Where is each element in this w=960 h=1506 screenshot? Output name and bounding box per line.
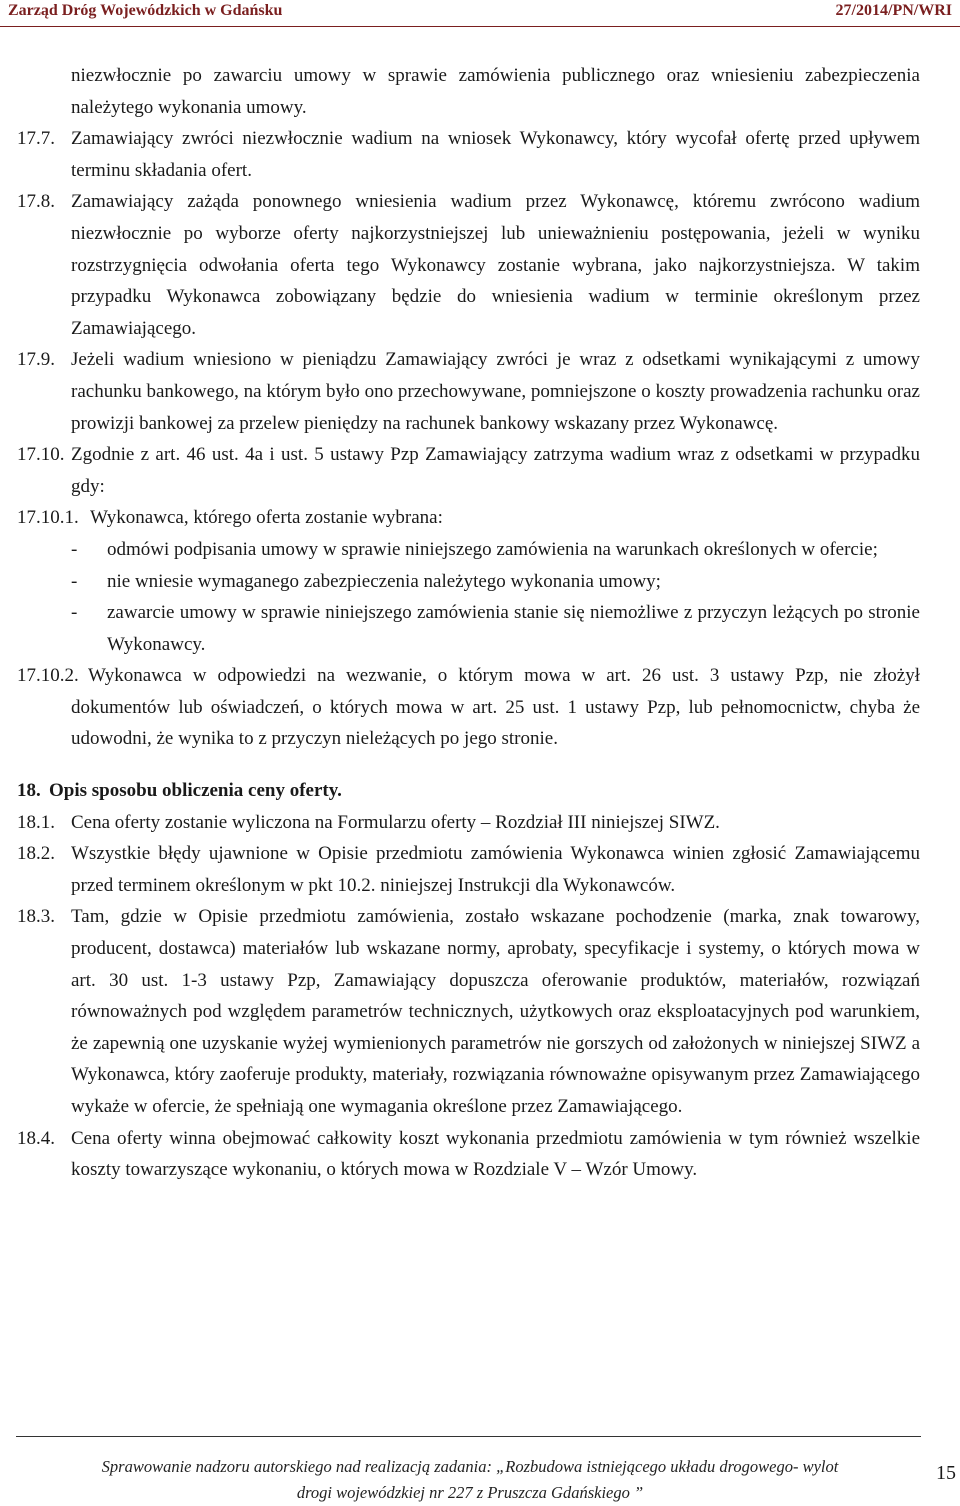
paragraph-text: Jeżeli wadium wniesiono w pieniądzu Zamawiający zwróci je wraz z odsetkami wynikającymi z umowy rachunku bankowego, na którym było ono przechowywane, pomniejszone o koszty prowadzenia rachunku oraz prowizji bankowej za przelew pieniędzy na rachunek bankowy wskazany przez Wykonawcę.: [71, 349, 920, 434]
paragraph-text: Zgodnie z art. 46 ust. 4a i ust. 5 ustawy Pzp Zamawiający zatrzyma wadium wraz z odsetkami w przypadku gdy:: [71, 444, 920, 497]
page-number: 15: [936, 1462, 956, 1484]
footer-line-1: Sprawowanie nadzoru autorskiego nad realizacją zadania: „Rozbudowa istniejącego układu drogowego- wylot: [101, 1457, 839, 1476]
list-dash: -: [71, 538, 78, 560]
footer-divider: [16, 1436, 921, 1437]
paragraph-17-10-1: [17, 502, 920, 534]
paragraph-number: 18.2.: [17, 843, 55, 865]
list-dash: -: [71, 602, 78, 624]
paragraph-17-9: [17, 344, 920, 439]
paragraph-text: Cena oferty zostanie wyliczona na Formularzu oferty – Rozdział III niniejszej SIWZ.: [71, 811, 720, 833]
paragraph-number: 18.4.: [17, 1127, 55, 1149]
list-item-text: nie wniesie wymaganego zabezpieczenia należytego wykonania umowy;: [107, 570, 661, 592]
paragraph-18-4: [17, 1123, 920, 1186]
list-item-text: odmówi podpisania umowy w sprawie niniejszego zamówienia na warunkach określonych w ofercie;: [107, 538, 878, 560]
paragraph-17-6-continued: niezwłocznie po zawarciu umowy w sprawie zamówienia publicznego oraz wniesieniu zabezpieczenia należytego wykonania umowy.: [71, 65, 920, 118]
paragraph-number: 17.10.1.: [17, 507, 79, 529]
paragraph-18-2: [17, 838, 920, 901]
section-title: Opis sposobu obliczenia ceny oferty.: [49, 780, 342, 802]
paragraph-text: Wykonawca w odpowiedzi na wezwanie, o którym mowa w art. 26 ust. 3 ustawy Pzp, nie złożył dokumentów lub oświadczeń, o których mowa w art. 25 ust. 1 ustawy Pzp, lub pełnomocnictw, chyba że udowodni, że wynika to z przyczyn nieleżących po jego stronie.: [71, 665, 920, 750]
paragraph-number: 17.7.: [17, 128, 55, 150]
paragraph-text: Wykonawca, którego oferta zostanie wybrana:: [90, 507, 443, 529]
list-item: [17, 597, 920, 660]
paragraph-number: 17.9.: [17, 349, 55, 371]
paragraph-number: 17.10.2.: [17, 665, 79, 687]
paragraph-text: Zamawiający zwróci niezwłocznie wadium na wniosek Wykonawcy, który wycofał ofertę przed upływem terminu składania ofert.: [71, 128, 920, 181]
paragraph-number: 18.3.: [17, 906, 55, 928]
paragraph-number: 17.10.: [17, 444, 65, 466]
list-dash: -: [71, 570, 78, 592]
header-divider: [0, 26, 960, 27]
paragraph-17-7: [17, 123, 920, 186]
paragraph-text: Tam, gdzie w Opisie przedmiotu zamówienia, zostało wskazane pochodzenie (marka, znak towarowy, producent, dostawca) materiałów lub wskazane normy, aprobaty, specyfikacje i systemy, o których mowa w art. 30 ust. 1-3 ustawy Pzp, Zamawiający dopuszcza oferowanie produktów, materiałów, rozwiązań równoważnych pod względem parametrów technicznych, użytkowych oraz eksploatacyjnych pod warunkiem, że zapewnią one uzyskanie wyżej wymienionych parametrów nie gorszych od założonych w niniejszej SIWZ a Wykonawca, który zaoferuje produkty, materiały, rozwiązania równoważne opisywanym przez Zamawiającego wykaże w ofercie, że spełniają one wymagania określone przez Zamawiającego.: [71, 906, 920, 1117]
paragraph-text: Cena oferty winna obejmować całkowity koszt wykonania przedmiotu zamówienia w tym również wszelkie koszty towarzyszące wykonaniu, o których mowa w Rozdziale V – Wzór Umowy.: [71, 1127, 920, 1181]
section-number: 18.: [17, 780, 41, 802]
paragraph-text: Zamawiający zażąda ponownego wniesienia wadium przez Wykonawcę, któremu zwrócono wadium niezwłocznie po wyborze oferty najkorzystniejszej lub unieważnieniu postępowania, jeżeli w wyniku rozstrzygnięcia odwołania oferta tego Wykonawcy zostanie wybrana, jako najkorzystniejsza. W takim przypadku Wykonawca zobowiązany będzie do wniesienia wadium w terminie określonym przez Zamawiającego.: [71, 191, 920, 339]
paragraph-18-1: [17, 807, 920, 839]
list-item: [17, 566, 920, 598]
paragraph-number: 17.8.: [17, 191, 55, 213]
list-item: [17, 534, 920, 566]
footer-line-2: drogi wojewódzkiej nr 227 z Pruszcza Gdańskiego ”: [296, 1483, 644, 1502]
page-footer: [0, 1454, 940, 1506]
page-header: [0, 0, 960, 26]
document-body: [17, 60, 920, 1186]
header-reference-number: 27/2014/PN/WRI: [835, 2, 952, 19]
paragraph-18-3: [17, 901, 920, 1122]
paragraph-number: 18.1.: [17, 811, 55, 833]
header-organization: Zarząd Dróg Wojewódzkich w Gdańsku: [8, 2, 283, 19]
paragraph-17-10: [17, 439, 920, 502]
section-18-heading: [17, 775, 920, 807]
paragraph-17-8: [17, 186, 920, 344]
paragraph-17-10-2: [17, 660, 920, 755]
list-item-text: zawarcie umowy w sprawie niniejszego zamówienia stanie się niemożliwe z przyczyn leżących po stronie Wykonawcy.: [107, 602, 920, 655]
paragraph-text: Wszystkie błędy ujawnione w Opisie przedmiotu zamówienia Wykonawca winien zgłosić Zamawiającemu przed terminem określonym w pkt 10.2. niniejszej Instrukcji dla Wykonawców.: [71, 843, 920, 896]
